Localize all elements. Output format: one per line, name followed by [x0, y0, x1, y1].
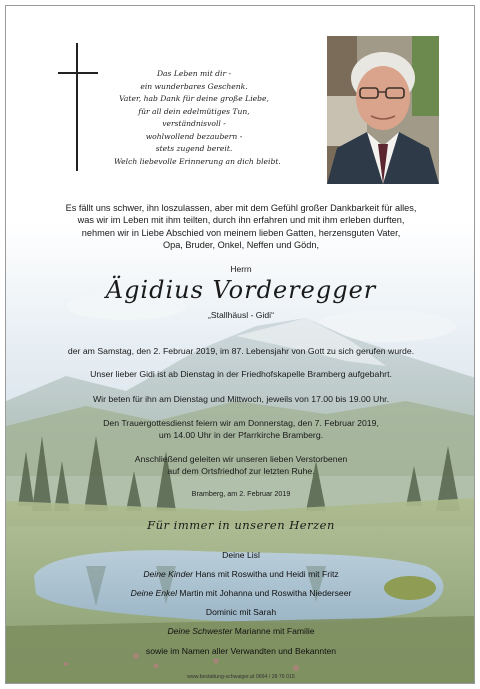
mourner-sister-names: Marianne mit Familie	[232, 626, 315, 636]
motto: Für immer in unseren Herzen	[147, 518, 335, 532]
intro-text	[26, 202, 456, 251]
laid-out-notice	[6, 369, 475, 381]
poem-line: stets zugend bereit.	[155, 144, 233, 153]
mourner-grandchildren-label: Deine Enkel	[130, 588, 177, 598]
poem	[114, 68, 281, 168]
mourner-children-names: Hans mit Roswitha und Heidi mit Fritz	[193, 569, 339, 579]
mourner-grandchildren	[6, 588, 475, 598]
mourner-grandchildren-names: Martin mit Johanna und Roswitha Niederseer	[176, 588, 352, 598]
place-date: Bramberg, am 2. Februar 2019	[191, 489, 291, 498]
portrait-photo	[327, 36, 439, 184]
burial-line: Anschließend geleiten wir unseren lieben Verstorbenen	[134, 454, 348, 464]
poem-line: ein wunderbares Geschenk.	[140, 81, 248, 91]
death-line: der am Samstag, den 2. Februar 2019, im 87. Lebensjahr von Gott zu sich gerufen wurde.	[67, 346, 415, 356]
service-line: um 14.00 Uhr in der Pfarrkirche Bramberg.	[158, 429, 324, 440]
footer-contact: www.bestattung-schwaiger.at 0664 / 28 76 015	[187, 674, 295, 680]
poem-line: verständnisvoll -	[162, 119, 226, 128]
mourner-wife: Deine Lisl	[222, 550, 260, 560]
poem-line: Das Leben mit dir -	[156, 69, 232, 78]
burial-notice	[6, 454, 475, 477]
mourner-children-label: Deine Kinder	[143, 569, 193, 579]
obituary-card	[5, 5, 475, 684]
laid-out-line: Unser lieber Gidi ist ab Dienstag in der Friedhofskapelle Bramberg aufgebahrt.	[90, 369, 392, 379]
mourner-closing: sowie im Namen aller Verwandten und Bekannten	[145, 646, 337, 656]
service-line: Den Trauergottesdienst feiern wir am Donnerstag, den 7. Februar 2019,	[103, 418, 379, 428]
poem-line: für all dein edelmütiges Tun,	[138, 106, 250, 116]
intro-line: was wir im Leben mit ihm teilten, durch ihn erfahren und mit ihm erleben durften,	[77, 215, 405, 226]
portrait-image	[327, 36, 439, 184]
intro-line: Es fällt uns schwer, ihn loszulassen, aber mit dem Gefühl großer Dankbarkeit für alles,	[65, 203, 417, 213]
mourner-sister	[6, 626, 475, 636]
prayer-notice	[6, 394, 475, 406]
deceased-name: Ägidius Vorderegger	[105, 276, 377, 304]
mourner-sister-label: Deine Schwester	[167, 626, 233, 636]
service-notice	[6, 418, 475, 441]
burial-line: auf dem Ortsfriedhof zur letzten Ruhe.	[167, 465, 315, 476]
mourner-great-grandchildren: Dominic mit Sarah	[205, 607, 277, 617]
deceased-nickname: „Stallhäusl - Gidi“	[208, 310, 274, 320]
cross-icon-bar	[58, 72, 98, 74]
cross-icon	[76, 43, 78, 171]
intro-line: Opa, Bruder, Onkel, Neffen und Gödn,	[162, 239, 320, 250]
poem-line: Welch liebevolle Erinnerung an dich bleibt.	[114, 156, 281, 166]
intro-line: nehmen wir in Liebe Abschied von meinem lieben Gatten, herzensguten Vater,	[81, 227, 401, 238]
salutation: Herrn	[230, 264, 252, 274]
poem-line: Vater, hab Dank für deine große Liebe,	[119, 94, 269, 103]
prayer-line: Wir beten für ihn am Dienstag und Mittwoch, jeweils von 17.00 bis 19.00 Uhr.	[92, 394, 389, 404]
mourner-children	[6, 569, 475, 579]
poem-line: wohlwollend bezaubern -	[145, 131, 243, 141]
death-notice	[6, 346, 475, 358]
